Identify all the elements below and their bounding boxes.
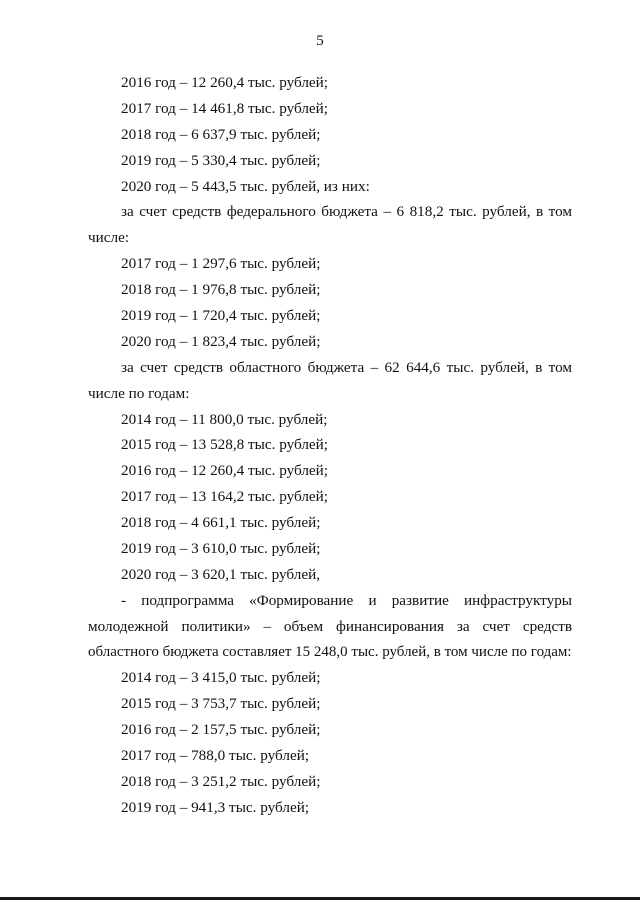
regional-year-line: 2017 год – 13 164,2 тыс. рублей; bbox=[121, 488, 329, 506]
regional-year-line: 2019 год – 3 610,0 тыс. рублей; bbox=[121, 540, 321, 558]
regional-year-line: 2015 год – 13 528,8 тыс. рублей; bbox=[121, 436, 329, 454]
federal-year-line: 2018 год – 1 976,8 тыс. рублей; bbox=[121, 281, 321, 299]
regional-year-line: 2020 год – 3 620,1 тыс. рублей, bbox=[121, 565, 321, 583]
subprogram-line: - подпрограмма «Формирование и развитие инфраструктуры bbox=[121, 591, 572, 609]
subprogram-year-line: 2019 год – 941,3 тыс. рублей; bbox=[121, 798, 310, 816]
regional-year-line: 2018 год – 4 661,1 тыс. рублей; bbox=[121, 514, 321, 532]
subprogram-line-cont: молодежной политики» – объем финансирования за счет средств bbox=[88, 617, 572, 635]
text-line: 2020 год – 5 443,5 тыс. рублей, из них: bbox=[121, 177, 370, 195]
federal-budget-line-cont: числе: bbox=[88, 229, 130, 247]
federal-year-line: 2020 год – 1 823,4 тыс. рублей; bbox=[121, 332, 321, 350]
federal-year-line: 2019 год – 1 720,4 тыс. рублей; bbox=[121, 307, 321, 325]
subprogram-year-line: 2014 год – 3 415,0 тыс. рублей; bbox=[121, 669, 321, 687]
subprogram-year-line: 2015 год – 3 753,7 тыс. рублей; bbox=[121, 695, 321, 713]
text-line: 2016 год – 12 260,4 тыс. рублей; bbox=[121, 74, 329, 91]
federal-year-line: 2017 год – 1 297,6 тыс. рублей; bbox=[121, 255, 321, 273]
subprogram-line-cont: областного бюджета составляет 15 248,0 тыс. рублей, в том числе по годам: bbox=[88, 643, 572, 660]
text-line: 2019 год – 5 330,4 тыс. рублей; bbox=[121, 151, 321, 169]
federal-budget-line: за счет средств федерального бюджета – 6 818,2 тыс. рублей, в том bbox=[121, 203, 572, 221]
page-number: 5 bbox=[316, 33, 324, 49]
subprogram-year-line: 2017 год – 788,0 тыс. рублей; bbox=[121, 747, 310, 765]
regional-year-line: 2016 год – 12 260,4 тыс. рублей; bbox=[121, 462, 329, 480]
subprogram-year-line: 2016 год – 2 157,5 тыс. рублей; bbox=[121, 721, 321, 739]
bottom-edge-line bbox=[0, 897, 640, 900]
regional-year-line: 2014 год – 11 800,0 тыс. рублей; bbox=[121, 410, 328, 428]
document-body bbox=[88, 70, 572, 821]
text-line: 2017 год – 14 461,8 тыс. рублей; bbox=[121, 99, 329, 117]
regional-budget-line: за счет средств областного бюджета – 62 644,6 тыс. рублей, в том bbox=[121, 358, 572, 376]
regional-budget-line-cont: числе по годам: bbox=[88, 384, 190, 402]
subprogram-year-line: 2018 год – 3 251,2 тыс. рублей; bbox=[121, 773, 321, 791]
text-line: 2018 год – 6 637,9 тыс. рублей; bbox=[121, 125, 321, 143]
